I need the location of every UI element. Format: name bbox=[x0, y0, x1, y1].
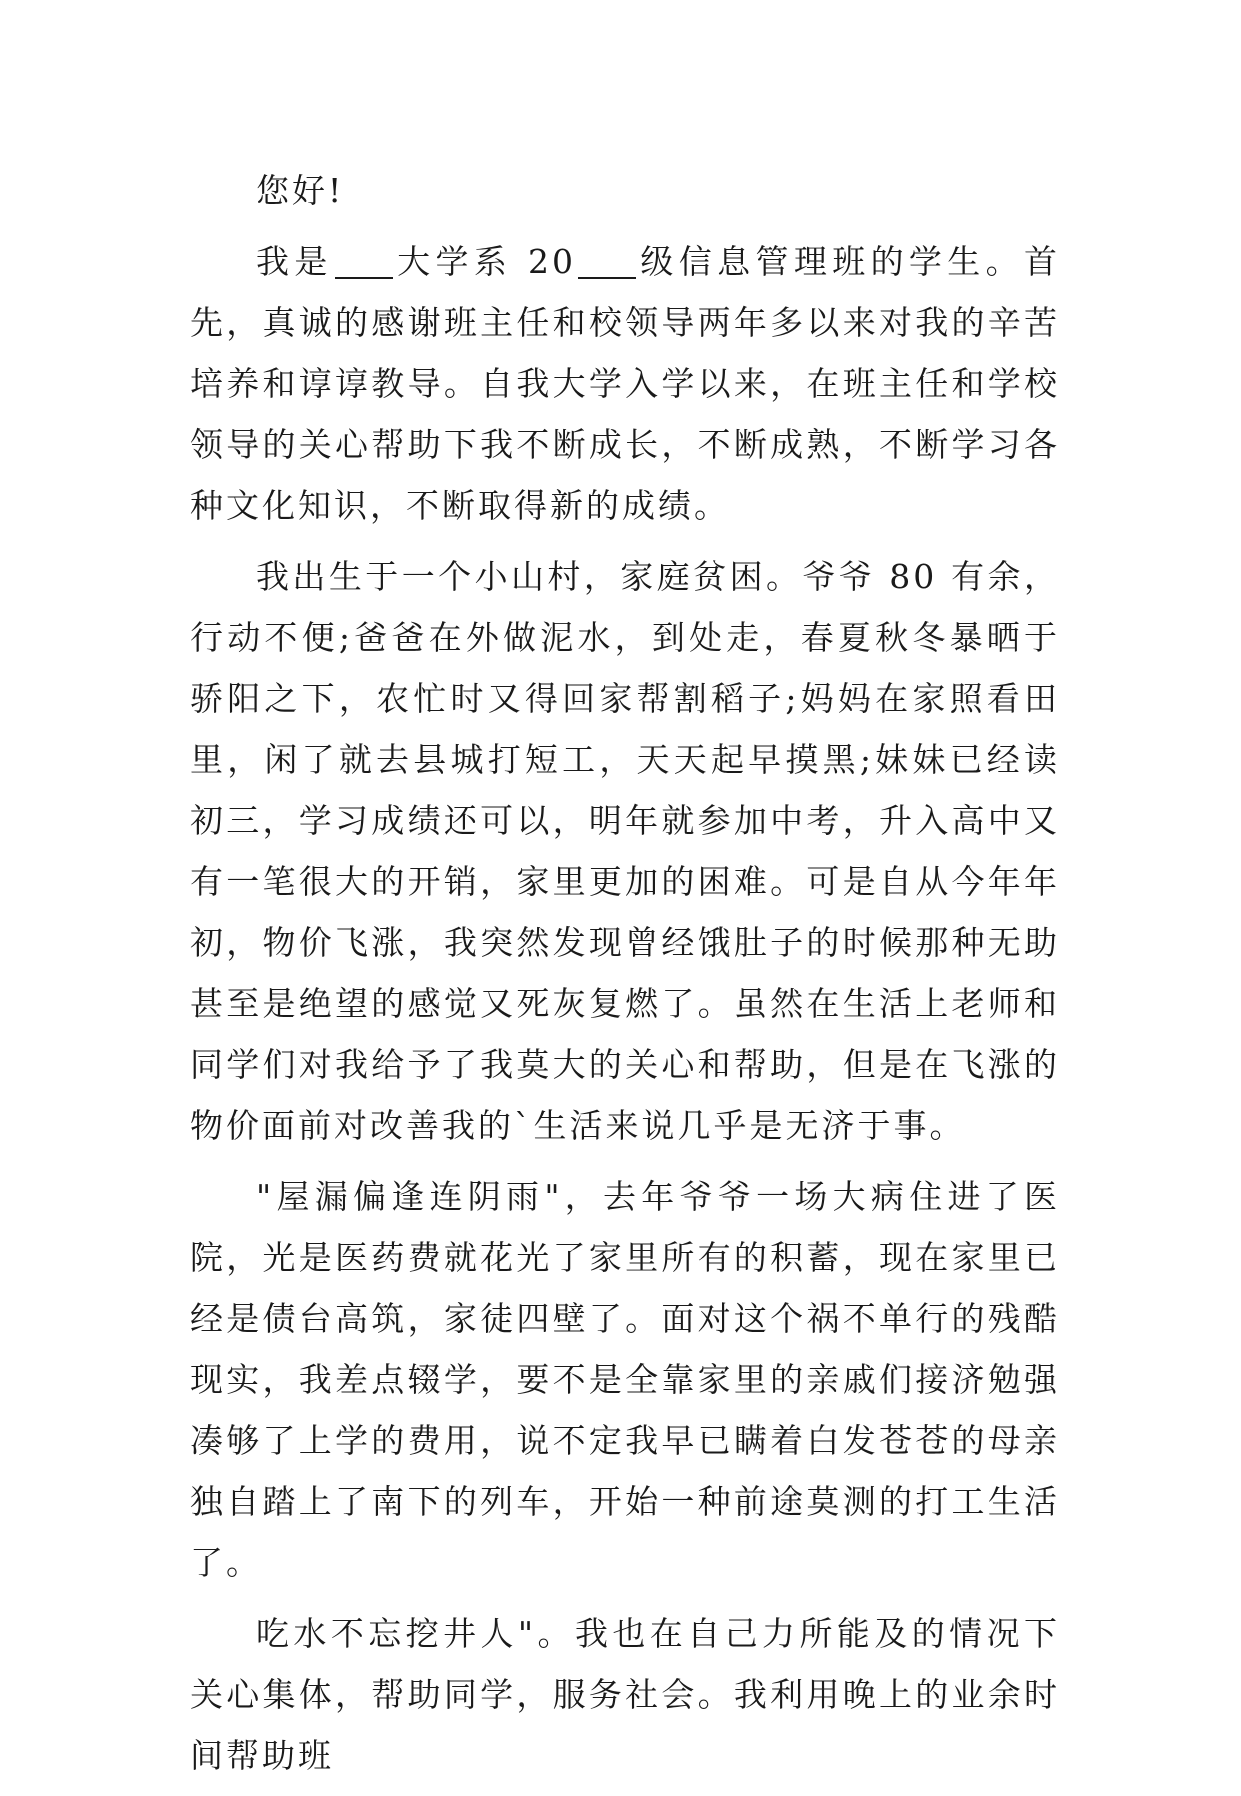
greeting: 您好! bbox=[256, 171, 345, 210]
paragraph-family-background: 我出生于一个小山村，家庭贫困。爷爷 80 有余，行动不便;爸爸在外做泥水，到处走，春夏秋冬暴晒于骄阳之下，农忙时又得回家帮割稻子;妈妈在家照看田里，闲了就去县城打短工，天天起早摸黑;妹妹已经读初三，学习成绩还可以，明年就参加中考，升入高中又有一笔很大的开销，家里更加的困难。可是自从今年年初，物价飞涨，我突然发现曾经饿肚子的时候那种无助甚至是绝望的感觉又死灰复燃了。虽然在生活上老师和同学们对我给予了我莫大的关心和帮助，但是在飞涨的物价面前对改善我的`生活来说几乎是无济于事。 bbox=[190, 557, 1060, 1145]
paragraph-introduction bbox=[190, 231, 1060, 536]
blank-university-line bbox=[335, 245, 393, 279]
intro-text-start: 我是 bbox=[256, 242, 333, 281]
paragraph-hardship: "屋漏偏逢连阴雨"，去年爷爷一场大病住进了医院，光是医药费就花光了家里所有的积蓄，现在家里已经是债台高筑，家徒四壁了。面对这个祸不单行的残酷现实，我差点辍学，要不是全靠家里的亲戚们接济勉强凑够了上学的费用，说不定我早已瞒着白发苍苍的母亲独自踏上了南下的列车，开始一种前途莫测的打工生活了。 bbox=[190, 1177, 1060, 1582]
blank-year-line bbox=[578, 245, 636, 279]
intro-text-end: 级信息管理班的学生。首先，真诚的感谢班主任和校领导两年多以来对我的辛苦培养和谆谆教导。自我大学入学以来，在班主任和学校领导的关心帮助下我不断成长，不断成熟，不断学习各种文化知识，不断取得新的成绩。 bbox=[190, 242, 1061, 525]
letter-body bbox=[190, 160, 1060, 1796]
paragraph-gratitude: 吃水不忘挖井人"。我也在自己力所能及的情况下关心集体，帮助同学，服务社会。我利用晚上的业余时间帮助班 bbox=[190, 1614, 1060, 1775]
intro-text-middle: 大学系 20 bbox=[394, 242, 577, 281]
